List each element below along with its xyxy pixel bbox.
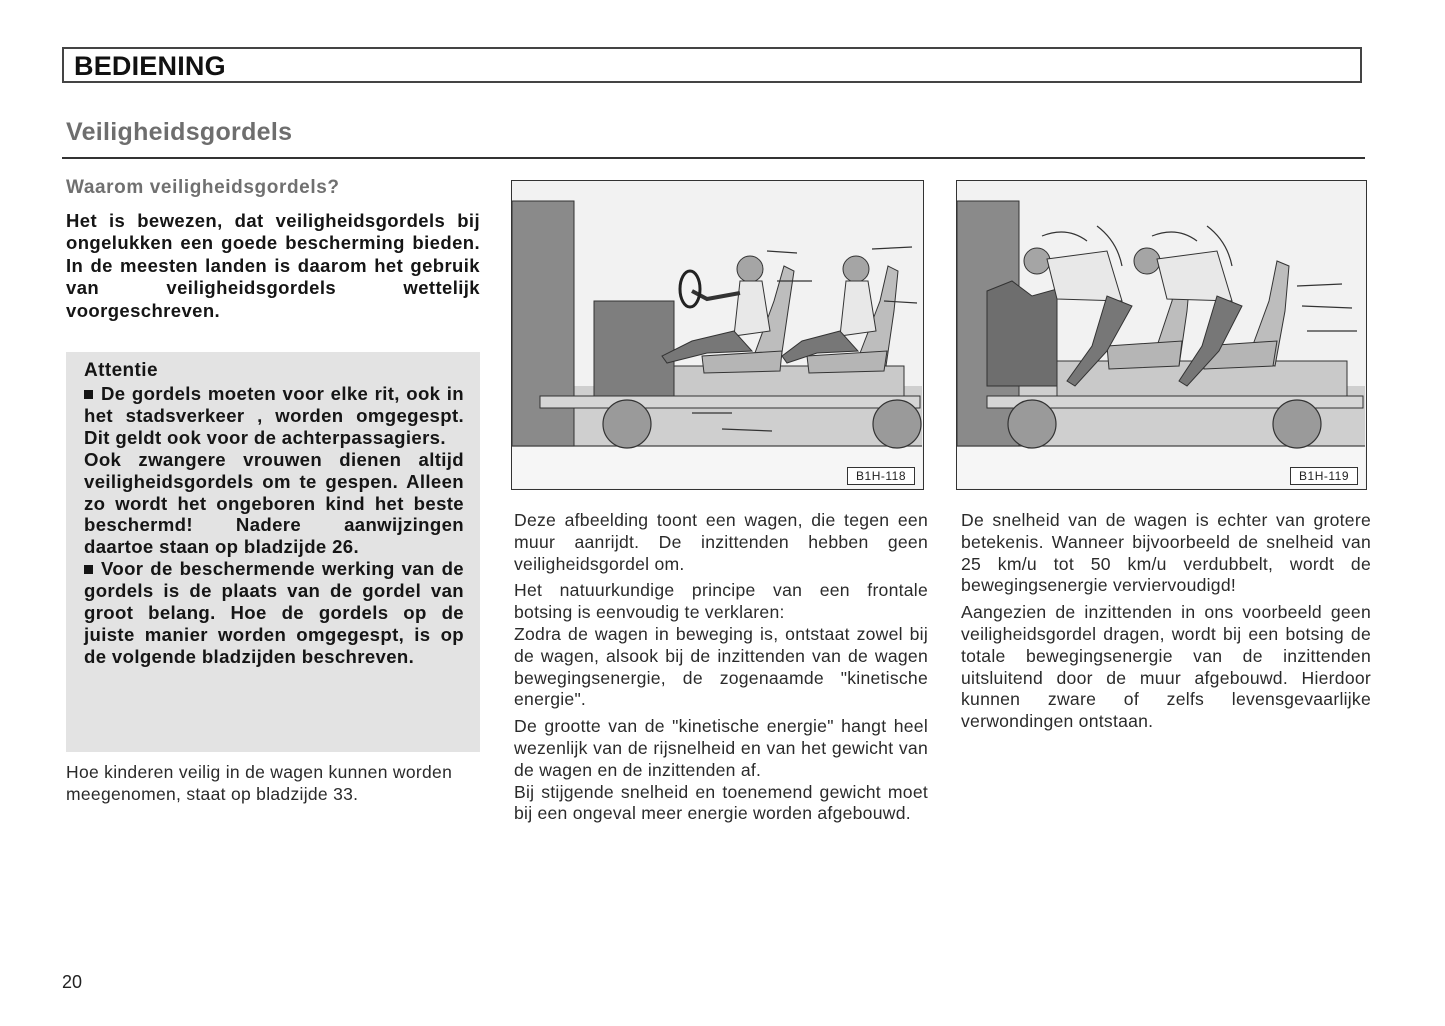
attention-text: De gordels moeten voor elke rit, ook in het stadsverkeer , worden omgegespt. Dit geldt ook voor de achterpassagiers.: [84, 383, 464, 448]
page-title: Veiligheidsgordels: [66, 118, 293, 146]
body-paragraph: Deze afbeelding toont een wagen, die tegen een muur aanrijdt. De inzittenden hebben geen veiligheidsgordel om.: [514, 510, 928, 574]
attention-box: [66, 352, 480, 752]
section-header-label: BEDIENING: [74, 51, 226, 81]
figure-car-approaching-wall: [511, 180, 924, 490]
children-reference-paragraph: Hoe kinderen veilig in de wagen kunnen worden meegenomen, staat op bladzijde 33.: [66, 762, 453, 804]
figure-code-label: B1H-118: [847, 467, 915, 485]
subheading: Waarom veiligheidsgordels?: [66, 177, 340, 198]
attention-item: [84, 558, 464, 668]
page-number: 20: [62, 972, 83, 992]
body-paragraph: Bij stijgende snelheid en toenemend gewicht moet bij een ongeval meer energie worden afgebouwd.: [514, 781, 928, 824]
section-header: [62, 47, 1362, 83]
right-column: [961, 510, 1371, 738]
intro-paragraph: Het is bewezen, dat veiligheidsgordels bij ongelukken een goede bescherming bieden. In de meesten landen is daarom het gebruik van veiligheidsgordels wettelijk voorgeschreven.: [66, 210, 480, 321]
attention-title: Attentie: [84, 360, 158, 381]
attention-item: [84, 383, 464, 449]
attention-text: Voor de beschermende werking van de gordels is de plaats van de gordel van groot belang. Hoe de gordels op de juiste manier worden omgegespt, is op de volgende bladzijden beschreven.: [84, 558, 464, 667]
body-paragraph: De grootte van de "kinetische energie" hangt heel wezenlijk van de rijsnelheid en van het gewicht van de wagen en de inzittenden af.: [514, 716, 928, 780]
bullet-square-icon: [84, 390, 93, 399]
attention-text: Ook zwangere vrouwen dienen altijd veiligheidsgordels om te gespen. Alleen zo wordt het ongeboren kind het beste beschermd! Nadere aanwijzingen daartoe staan op bladzijde 26.: [84, 448, 464, 558]
figure-code-label: B1H-119: [1290, 467, 1358, 485]
body-paragraph: Zodra de wagen in beweging is, ontstaat zowel bij de wagen, alsook bij de inzittenden van de wagen bewegingsenergie, de zogenaamde "kinetische energie".: [514, 623, 928, 710]
bullet-square-icon: [84, 565, 93, 574]
car-approaching-wall-illustration: [512, 181, 922, 488]
title-divider: [62, 157, 1365, 159]
body-paragraph: Het natuurkundige principe van een frontale botsing is eenvoudig te verklaren:: [514, 580, 928, 623]
figure-car-impact-wall: [956, 180, 1367, 490]
body-paragraph: Aangezien de inzittenden in ons voorbeeld geen veiligheidsgordel dragen, wordt bij een botsing de totale bewegingsenergie van de inzittenden uitsluitend door de muur afgebouwd. Hierdoor kunnen zware of zelfs levensgevaarlijke verwondingen ontstaan.: [961, 602, 1371, 732]
car-impact-wall-illustration: [957, 181, 1365, 488]
middle-column: [514, 510, 928, 830]
body-paragraph: De snelheid van de wagen is echter van grotere betekenis. Wanneer bijvoorbeeld de snelheid van 25 km/u tot 50 km/u verdubbelt, wordt de bewegingsenergie verviervoudigd!: [961, 510, 1371, 596]
